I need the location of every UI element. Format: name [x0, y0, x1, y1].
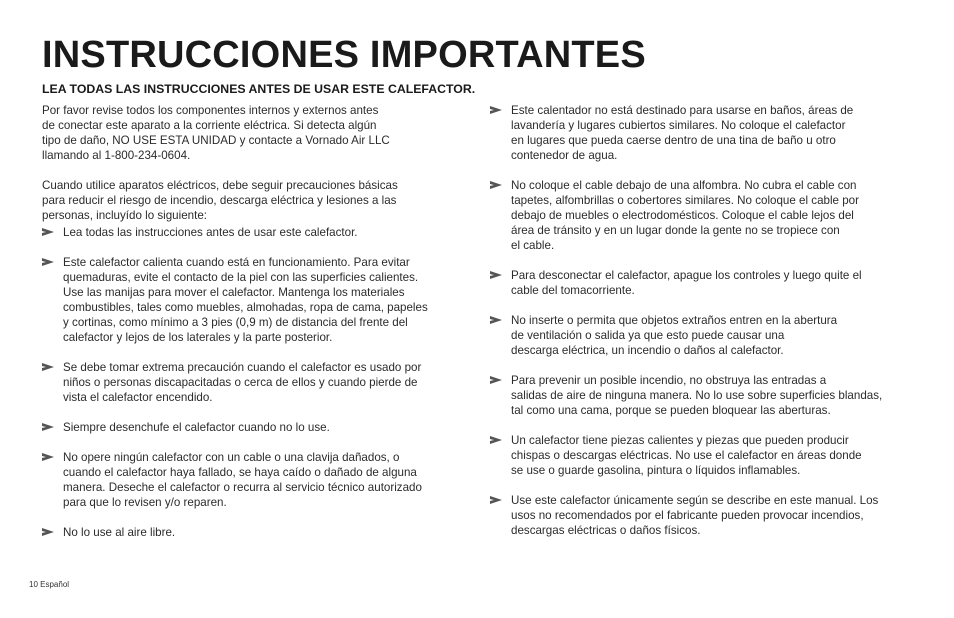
list-item [490, 373, 915, 418]
right-bullet-list [490, 103, 915, 538]
arrow-bullet-icon [490, 496, 502, 504]
list-item [490, 268, 915, 298]
page-title: INSTRUCCIONES IMPORTANTES [42, 34, 646, 76]
list-item [42, 525, 462, 540]
list-item-text: No opere ningún calefactor con un cable o una clavija dañados, o cuando el calefactor haya fallado, se haya caído o dañado de alguna manera. Deseche el calefactor o recurra al servicio técnico autorizado para que lo revisen y/o reparen. [63, 451, 422, 509]
arrow-bullet-icon [42, 528, 54, 536]
page-subtitle: LEA TODAS LAS INSTRUCCIONES ANTES DE USAR ESTE CALEFACTOR. [42, 82, 476, 96]
page-number: 10 [29, 580, 38, 589]
arrow-bullet-icon [490, 316, 502, 324]
list-item-text: Para desconectar el calefactor, apague los controles y luego quite el cable del tomacorriente. [511, 269, 862, 297]
list-item-text: Un calefactor tiene piezas calientes y piezas que pueden producir chispas o descargas eléctricas. No use el calefactor en áreas donde se use o guarde gasolina, pintura o líquidos inflamables. [511, 434, 862, 477]
list-item-text: Este calentador no está destinado para usarse en baños, áreas de lavandería y lugares cubiertos similares. No coloque el calefactor en lugares que pueda caerse dentro de una tina de baño u otro contenedor de agua. [511, 104, 854, 162]
list-item [490, 178, 915, 253]
arrow-bullet-icon [42, 258, 54, 266]
arrow-bullet-icon [490, 271, 502, 279]
precautions-paragraph: Cuando utilice aparatos eléctricos, debe seguir precauciones básicas para reducir el riesgo de incendio, descarga eléctrica y lesiones a las personas, incluyído lo siguiente: [42, 179, 398, 222]
arrow-bullet-icon [42, 363, 54, 371]
list-item [42, 255, 462, 345]
list-item [42, 225, 462, 240]
arrow-bullet-icon [490, 106, 502, 114]
list-item-text: No inserte o permita que objetos extraños entren en la abertura de ventilación o salida ya que esto puede causar una descarga eléctrica, un incendio o daños al calefactor. [511, 314, 838, 357]
list-item [42, 450, 462, 510]
list-item-text: Se debe tomar extrema precaución cuando el calefactor es usado por niños o personas discapacitadas o cerca de ellos y cuando pierde de vista el calefactor encendido. [63, 361, 422, 404]
arrow-bullet-icon [490, 376, 502, 384]
intro-paragraph: Por favor revise todos los componentes internos y externos antes de conectar este aparato a la corriente eléctrica. Si detecta algún tipo de daño, NO USE ESTA UNIDAD y contacte a Vornado Air LLC llamando al 1-800-234-0604. [42, 104, 390, 162]
arrow-bullet-icon [42, 228, 54, 236]
arrow-bullet-icon [42, 423, 54, 431]
page-footer [29, 580, 69, 589]
left-column [42, 103, 462, 540]
list-item-text: Este calefactor calienta cuando está en funcionamiento. Para evitar quemaduras, evite el contacto de la piel con las superficies calientes. Use las manijas para mover el calefactor. Mantenga los materiales combustibles, tales como muebles, almohadas, ropa de cama, papeles y cortinas, como mínimo a 3 pies (0,9 m) de distancia del frente del calefactor y lejos de los laterales y la parte posterior. [63, 256, 428, 344]
list-item-text: Para prevenir un posible incendio, no obstruya las entradas a salidas de aire de ninguna manera. No lo use sobre superficies blandas, tal como una cama, porque se pueden bloquear las aberturas. [511, 374, 883, 417]
list-item-text: Siempre desenchufe el calefactor cuando no lo use. [63, 421, 330, 434]
list-item [490, 313, 915, 358]
list-item [42, 420, 462, 435]
footer-language: Español [40, 580, 70, 589]
list-item-text: Lea todas las instrucciones antes de usar este calefactor. [63, 226, 358, 239]
right-column [490, 103, 915, 538]
arrow-bullet-icon [490, 181, 502, 189]
list-item [42, 360, 462, 405]
left-bullet-list [42, 225, 462, 540]
list-item-text: Use este calefactor únicamente según se describe en este manual. Los usos no recomendados por el fabricante pueden provocar incendios, descargas eléctricas o daños físicos. [511, 494, 879, 537]
arrow-bullet-icon [490, 436, 502, 444]
list-item-text: No coloque el cable debajo de una alfombra. No cubra el cable con tapetes, alfombrillas o cobertores similares. No coloque el cable por debajo de muebles o electrodomésticos. Coloque el cable lejos del área de tránsito y en un lugar donde la gente no se tropiece con el cable. [511, 179, 859, 252]
arrow-bullet-icon [42, 453, 54, 461]
list-item [490, 433, 915, 478]
list-item-text: No lo use al aire libre. [63, 526, 176, 539]
list-item [490, 103, 915, 163]
list-item [490, 493, 915, 538]
